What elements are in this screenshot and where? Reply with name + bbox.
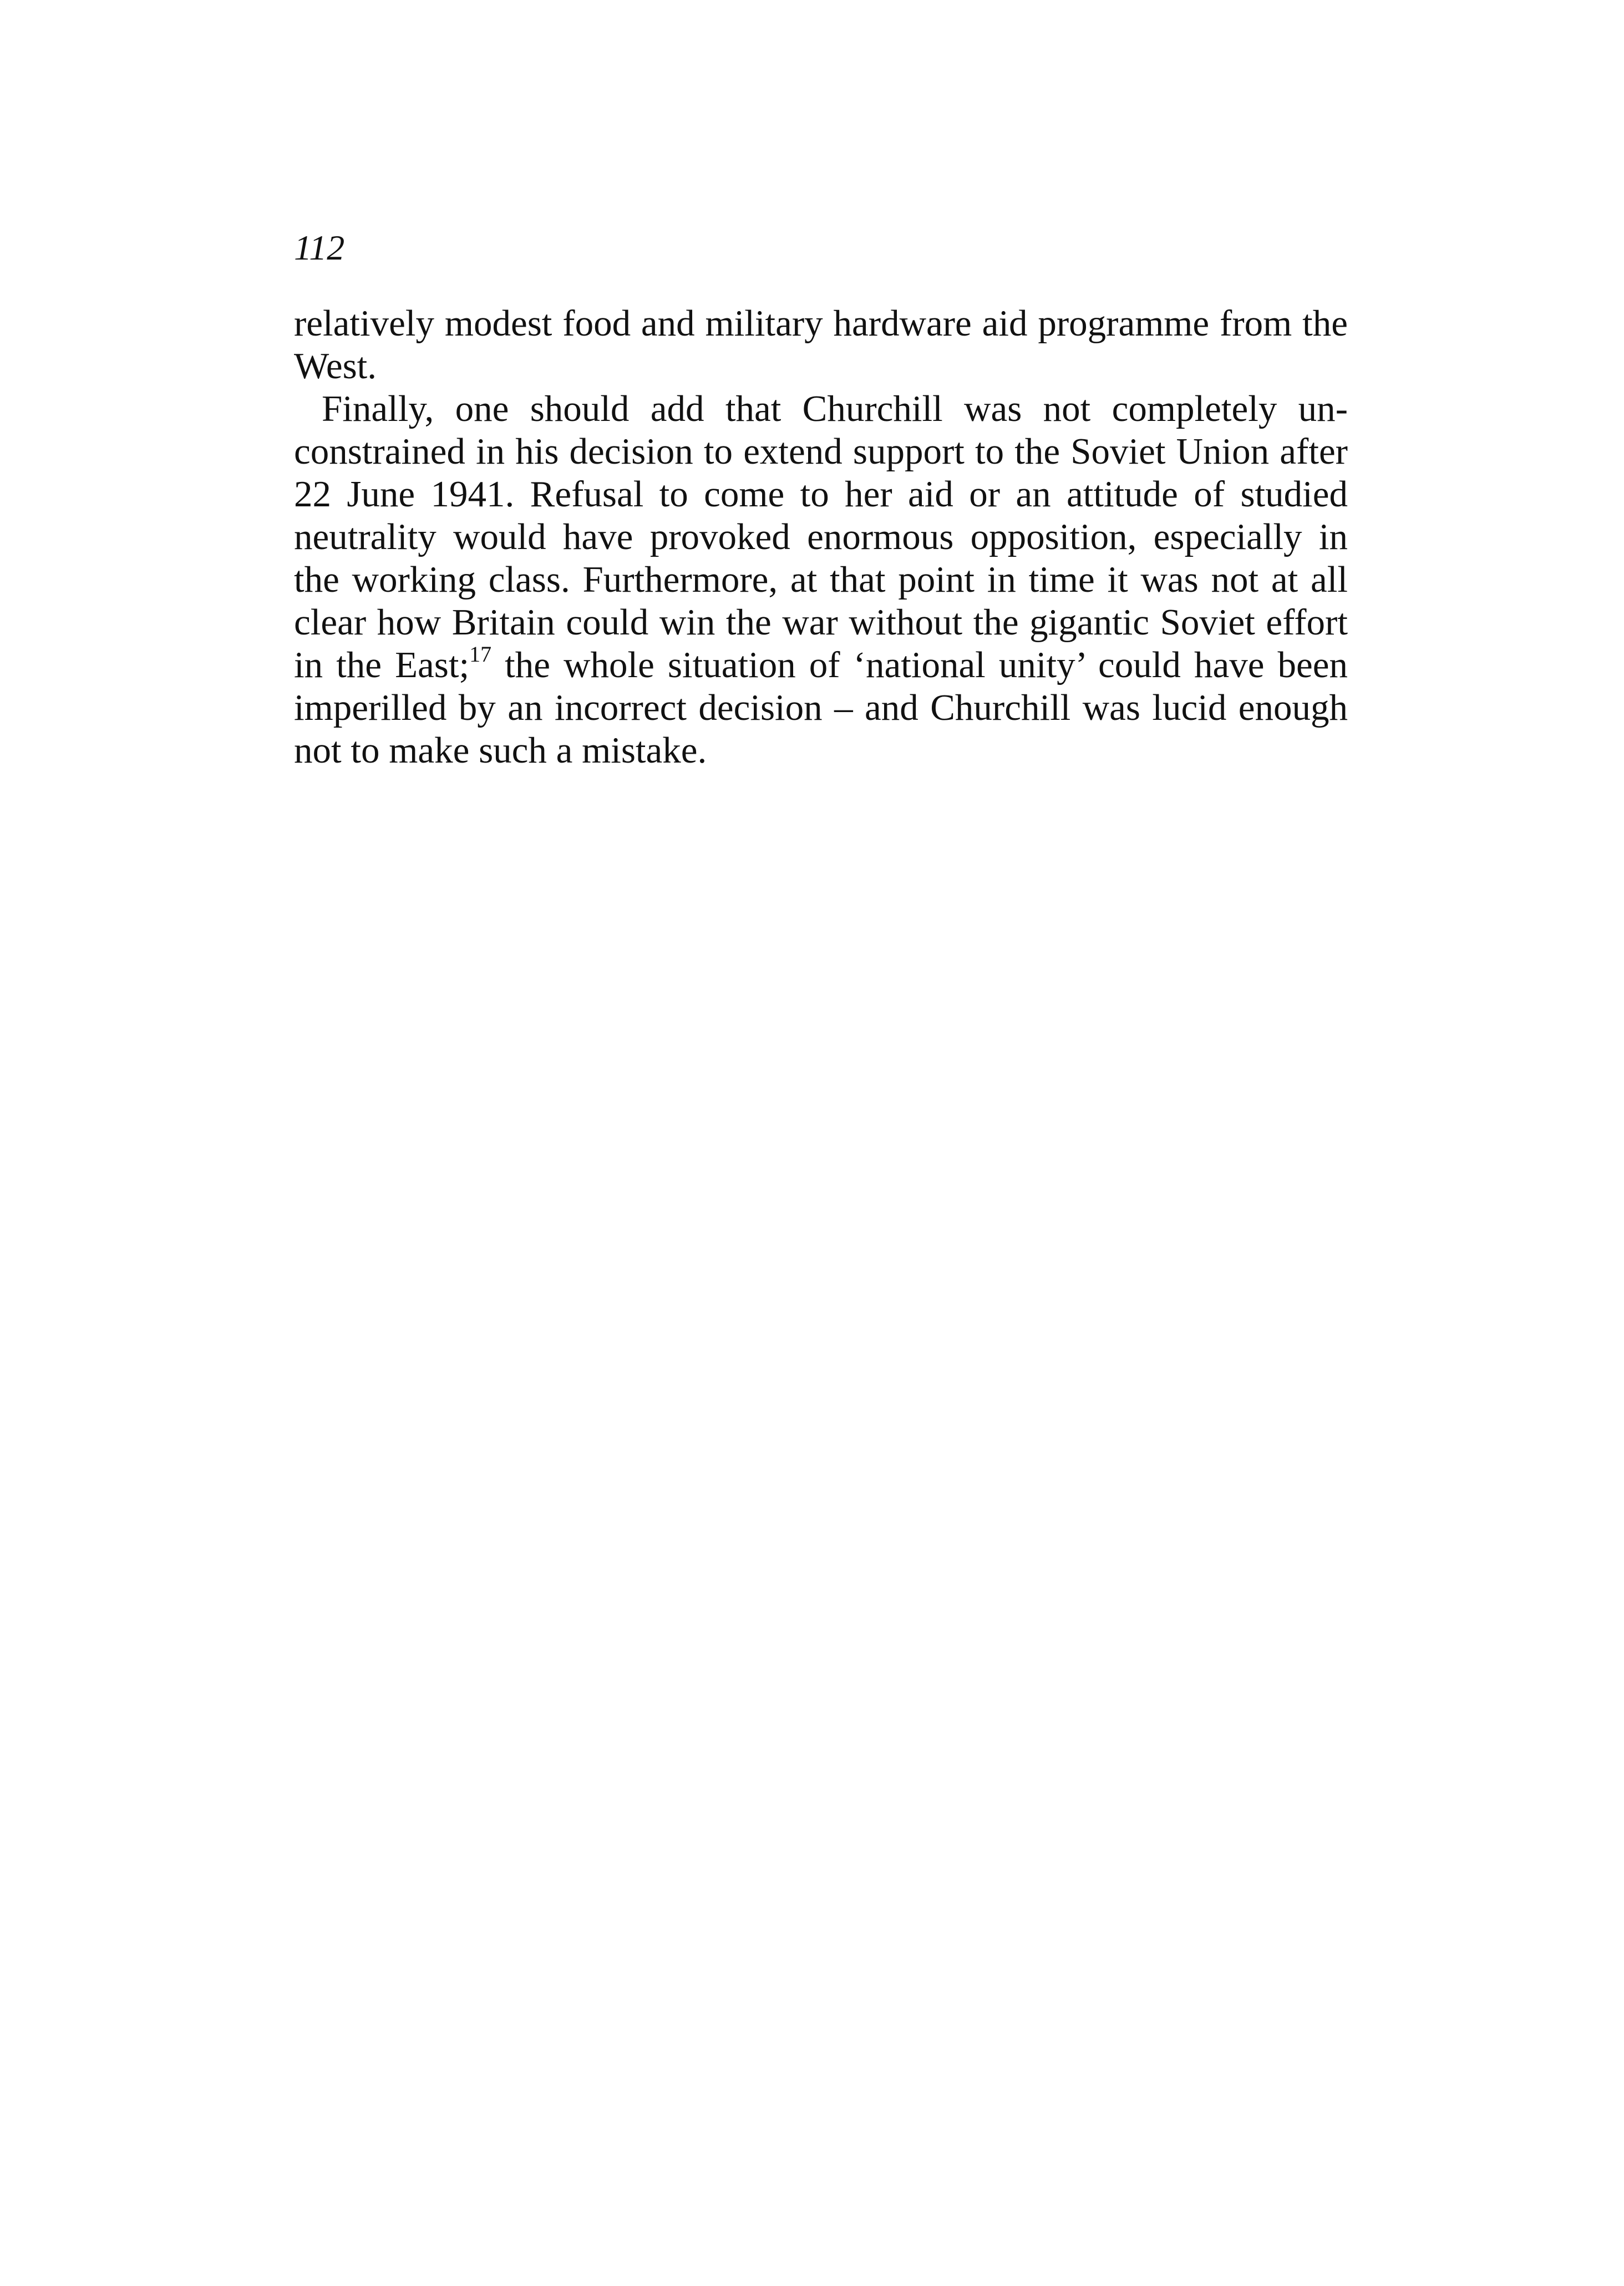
paragraph-churchill-text-end: the whole situation of ‘national unity’ could have been imperilled by an incorrect decision – and Churchill was lucid enough not to make such a mistake.	[294, 644, 1348, 771]
paragraph-continuation: relatively modest food and military hardware aid programme from the West.	[294, 303, 1348, 387]
footnote-reference[interactable]: 17	[469, 642, 492, 667]
body-text	[294, 302, 1348, 772]
paragraph-churchill	[294, 388, 1348, 772]
paragraph-churchill-text-start: Finally, one should add that Churchill was not completely unconstrained in his decision to extend support to the Soviet Union after 22 June 1941. Refusal to come to her aid or an attitude of studied neutrality would have provoked enormous opposition, especially in the working class. Furthermore, at that point in time it was not at all clear how Britain could win the war without the gigantic Soviet effort in the East;	[294, 388, 1348, 685]
page-number: 112	[294, 228, 345, 267]
